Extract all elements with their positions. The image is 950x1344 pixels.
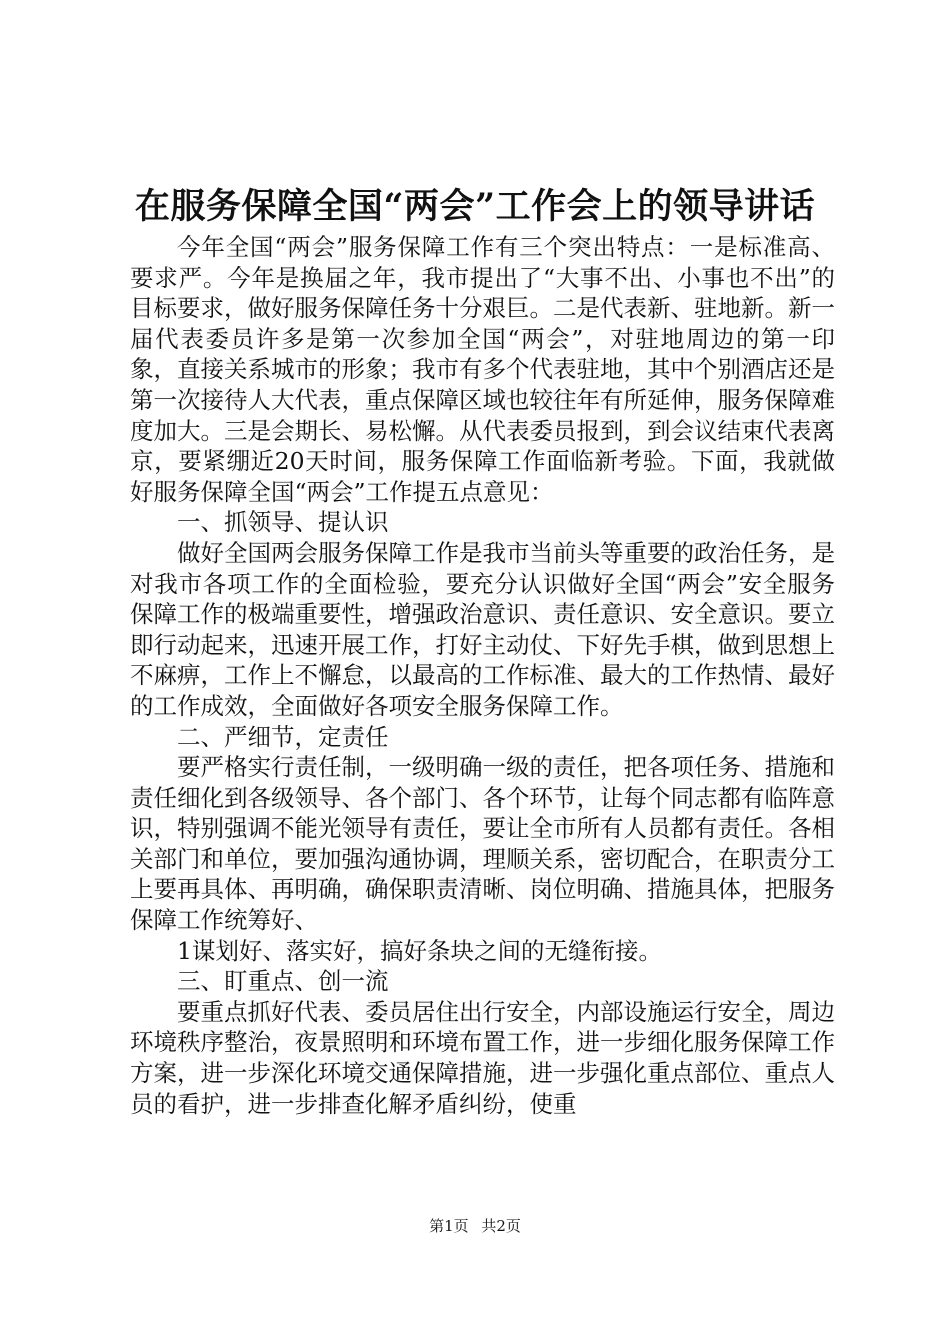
section-paragraph-2: 要严格实行责任制，一级明确一级的责任，把各项任务、措施和责任细化到各级领导、各个部门、各个环节，让每个同志都有临阵意识，特别强调不能光领导有责任，要让全市所有人员都有责任。各相关部门和单位，要加强沟通协调，理顺关系，密切配合，在职责分工上要再具体、再明确，确保职责清晰、岗位明确、措施具体，把服务保障工作统筹好、: [130, 753, 835, 935]
section-heading-1: 一、抓领导、提认识: [177, 508, 389, 537]
section-heading-2: 二、严细节，定责任: [177, 722, 389, 751]
document-title: 在服务保障全国“两会”工作会上的领导讲话: [134, 186, 816, 227]
page-number-current: 第1页: [429, 1217, 469, 1235]
section-paragraph-1: 做好全国两会服务保障工作是我市当前头等重要的政治任务，是对我市各项工作的全面检验，要充分认识做好全国“两会”安全服务保障工作的极端重要性，增强政治意识、责任意识、安全意识。要立即行动起来，迅速开展工作，打好主动仗、下好先手棋，做到思想上不麻痹，工作上不懈怠，以最高的工作标准、最大的工作热情、最好的工作成效，全面做好各项安全服务保障工作。: [130, 538, 835, 720]
section-paragraph-3: 要重点抓好代表、委员居住出行安全，内部设施运行安全，周边环境秩序整治，夜景照明和环境布置工作，进一步细化服务保障工作方案，进一步深化环境交通保障措施，进一步强化重点部位、重点人员的看护，进一步排查化解矛盾纠纷，使重: [130, 997, 835, 1118]
page-number-total: 共2页: [481, 1217, 521, 1235]
intro-paragraph: 今年全国“两会”服务保障工作有三个突出特点：一是标准高、要求严。今年是换届之年，我市提出了“大事不出、小事也不出”的目标要求，做好服务保障任务十分艰巨。二是代表新、驻地新。新一届代表委员许多是第一次参加全国“两会”，对驻地周边的第一印象，直接关系城市的形象；我市有多个代表驻地，其中个别酒店还是第一次接待人大代表，重点保障区域也较往年有所延伸，服务保障难度加大。三是会期长、易松懈。从代表委员报到，到会议结束代表离京，要紧绷近20天时间，服务保障工作面临新考验。下面，我就做好服务保障全国“两会”工作提五点意见：: [130, 233, 835, 506]
section-paragraph-2-continued: 1谋划好、落实好，搞好条块之间的无缝衔接。: [177, 936, 662, 965]
document-body: [130, 232, 835, 1119]
page-footer: [0, 1216, 950, 1236]
section-heading-3: 三、盯重点、创一流: [177, 967, 389, 996]
